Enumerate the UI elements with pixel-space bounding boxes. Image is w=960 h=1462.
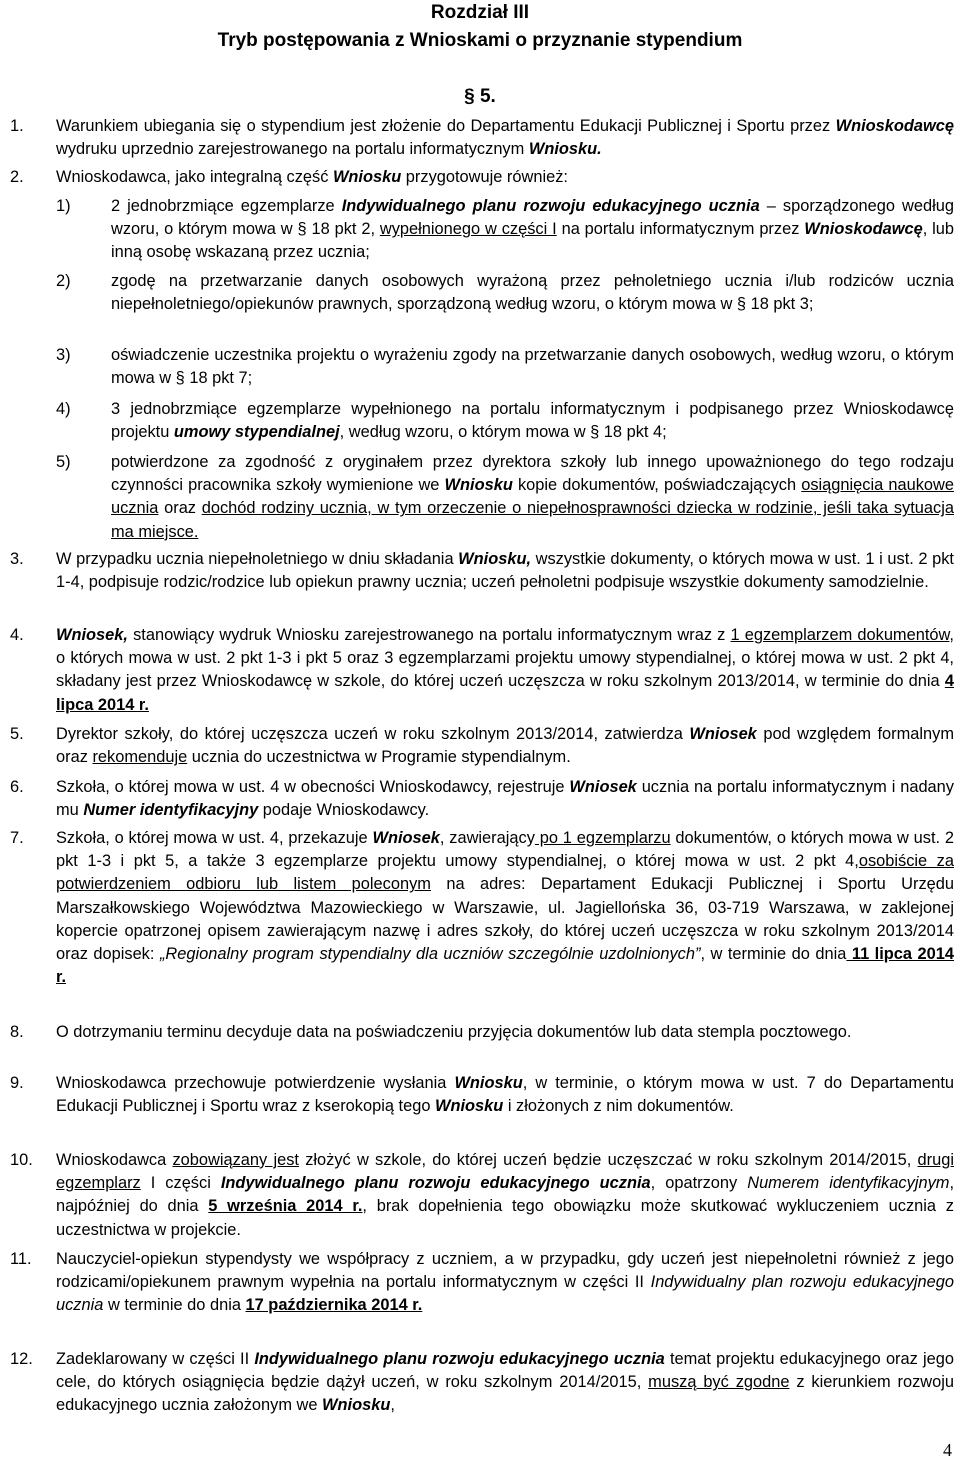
text-run: Numer identyfikacyjny [83, 801, 259, 820]
item-number: 6. [10, 778, 24, 796]
text-run: podaje Wnioskodawcy. [258, 801, 430, 820]
text-run: , brak dopełnienia tego obowiązku może skutkować wykluczeniem ucznia z uczestnictwa w projekcie. [56, 1197, 954, 1239]
text-run: zgodę na przetwarzanie danych osobowych wyrażoną przez pełnoletniego ucznia i/lub rodziców ucznia niepełnoletniego/opiekunów prawnych, sporządzoną według wzoru, o którym mowa w § 18 pkt 3; [111, 272, 954, 314]
text-run: , opatrzony [650, 1174, 748, 1193]
text-run: „Regionalny program stypendialny dla uczniów szczególnie uzdolnionych” [159, 945, 701, 964]
chapter-title: Tryb postępowania z Wnioskami o przyznanie stypendium [217, 30, 743, 51]
text-run: potwierdzone za zgodność z oryginałem przez dyrektora szkoły lub innego upoważnionego do tego rodzaju czynności pracownika szkoły wymienione we [111, 453, 954, 495]
text-run: 17 października 2014 r. [245, 1296, 423, 1315]
text-run: , zawierający [439, 829, 535, 847]
item-text [56, 115, 954, 161]
text-run: W przypadku ucznia niepełnoletniego w dniu składania [56, 550, 459, 568]
item-number: 11. [10, 1250, 32, 1268]
item-text [56, 1348, 954, 1418]
subitem-text [111, 195, 954, 265]
text-run: Wniosku. [528, 140, 602, 159]
text-run: przygotowuje również: [401, 168, 568, 186]
subitem-number: 2) [56, 272, 71, 290]
text-run: ucznia na portalu informatycznym i nadany mu [56, 778, 954, 820]
chapter-heading: Rozdział III [430, 2, 530, 23]
text-run: , najpóźniej do dnia [56, 1174, 954, 1216]
item-text [56, 1021, 954, 1044]
item-number: 2. [10, 168, 24, 186]
paragraph-sign: § 5. [464, 86, 496, 107]
text-run: 5 września 2014 r. [208, 1197, 363, 1216]
text-run: Wniosku [435, 1097, 504, 1116]
text-run: Szkoła, o której mowa w ust. 4, przekazuje [56, 829, 373, 847]
item-number: 10. [10, 1151, 33, 1169]
text-run: Wniosek [372, 829, 440, 847]
text-run: rekomenduje [92, 748, 188, 767]
text-run: , w terminie, o którym mowa w ust. 7 do Departamentu Edukacji Publicznej i Sportu wraz z kserokopią tego [56, 1074, 954, 1116]
page-number: 4 [943, 1440, 952, 1460]
item-number: 8. [10, 1023, 24, 1041]
text-run: na portalu informatycznym przez [556, 220, 805, 239]
item-number: 12. [10, 1350, 33, 1368]
text-run: ucznia do uczestnictwa w Programie stypendialnym. [187, 748, 571, 767]
item-text [56, 1248, 954, 1318]
text-run: Warunkiem ubiegania się o stypendium jest złożenie do Departamentu Edukacji Publicznej i Sportu przez [56, 117, 836, 135]
item-text [56, 776, 954, 822]
subitem-text [111, 344, 954, 390]
text-run: złożyć w szkole, do której uczeń będzie uczęszczać w roku szkolnym 2014/2015, [298, 1151, 918, 1169]
text-run: Wniosek, [56, 626, 128, 644]
text-run: Wniosek [569, 778, 637, 796]
text-run: dochód rodziny ucznia, w tym orzeczenie o niepełnosprawności dziecka w rodzinie, jeśli taka sytuacja ma miejsce. [111, 499, 954, 541]
text-run: Wnioskodawca, jako integralną część [56, 168, 333, 186]
text-run: i złożonych z nim dokumentów. [503, 1097, 734, 1116]
text-run: wypełnionego w części I [379, 220, 557, 239]
item-text [56, 1149, 954, 1242]
text-run: Nauczyciel-opiekun stypendysty we współpracy z uczniem, a w przypadku, gdy uczeń jest niepełnoletni również z jego rodzicami/opiekunem prawnym wypełnia na portalu informatycznym w części II [56, 1250, 954, 1292]
text-run: Wnioskodawca przechowuje potwierdzenie wysłania [56, 1074, 455, 1092]
text-run: , o których mowa w ust. 2 pkt 1-3 i pkt 5 oraz 3 egzemplarzami projektu umowy stypendialnej, o której mowa w ust. 2 pkt 4, składany jest przez Wnioskodawcę w szkole, do której uczeń uczęszcza w roku szkolnym 2013/2014, w terminie do dnia [56, 626, 954, 691]
text-run: 4 lipca 2014 r. [56, 672, 954, 714]
text-run: temat projektu edukacyjnego oraz jego cele, do których osiągnięcia będzie dążył uczeń, w roku szkolnym 2014/2015, [56, 1350, 954, 1392]
text-run: Wniosku [322, 1396, 391, 1415]
subitem-number: 3) [56, 346, 71, 364]
text-run: osiągnięcia naukowe ucznia [111, 476, 954, 518]
subitem-number: 5) [56, 453, 71, 471]
text-run: Wnioskodawcę [835, 117, 954, 135]
item-text [56, 624, 954, 717]
text-run: w terminie do dnia [103, 1296, 246, 1315]
item-number: 9. [10, 1074, 24, 1092]
text-run: , w terminie do dnia [700, 945, 847, 964]
text-run: zobowiązany jest [172, 1151, 299, 1169]
text-run: Wniosku [444, 476, 513, 495]
subitem-number: 1) [56, 197, 71, 215]
item-text [56, 1072, 954, 1118]
text-run: 1 egzemplarzem dokumentów [730, 626, 950, 644]
text-run: I części [140, 1174, 221, 1193]
text-run: Indywidualnego planu rozwoju edukacyjnego ucznia [220, 1174, 651, 1193]
text-run: Dyrektor szkoły, do której uczęszcza uczeń w roku szkolnym 2013/2014, zatwierdza [56, 725, 690, 743]
text-run: Zadeklarowany w części II [56, 1350, 255, 1368]
text-run: Indywidualnego planu rozwoju edukacyjnego ucznia [254, 1350, 665, 1368]
item-number: 1. [10, 117, 24, 135]
text-run: muszą być zgodne [648, 1373, 790, 1392]
text-run: wydruku uprzednio zarejestrowanego na portalu informatycznym [56, 140, 529, 159]
text-run: Indywidualny plan rozwoju edukacyjnego ucznia [56, 1273, 954, 1315]
text-run: Szkoła, o której mowa w ust. 4 w obecności Wnioskodawcy, rejestruje [56, 778, 570, 796]
text-run: oraz [158, 499, 202, 518]
item-text [56, 548, 954, 594]
text-run: kopie dokumentów, poświadczających [512, 476, 802, 495]
text-run: drugi egzemplarz [56, 1151, 954, 1193]
subitem-text [111, 451, 954, 544]
text-run: Indywidualnego planu rozwoju edukacyjnego ucznia [341, 197, 760, 215]
text-run: Wniosku [454, 1074, 523, 1092]
text-run: stanowiący wydruk Wniosku zarejestrowanego na portalu informatycznym wraz z [127, 626, 731, 644]
text-run: na adres: Departament Edukacji Publicznej i Sportu Urzędu Marszałkowskiego Województwa Mazowieckiego w Warszawie, ul. Jagiellońska 36, 03-719 Warszawa, w zaklejonej kopercie opatrzonej opisem zawierającym nazwę i adres szkoły, do której uczeń uczęszcza w roku szkolnym 2013/2014 oraz dopisek: [56, 875, 954, 964]
text-run: Numerem identyfikacyjnym [747, 1174, 950, 1193]
text-run: umowy stypendialnej [173, 423, 340, 442]
text-run: O dotrzymaniu terminu decyduje data na poświadczeniu przyjęcia dokumentów lub data stempla pocztowego. [56, 1023, 852, 1041]
text-run: , lub inną osobę wskazaną przez ucznia; [111, 220, 954, 262]
text-run: Wnioskodawcę [804, 220, 923, 239]
subitem-number: 4) [56, 400, 71, 418]
text-run: wszystkie dokumenty, o których mowa w ust. 1 i ust. 2 pkt 1-4, podpisuje rodzic/rodzice lub opiekun prawny ucznia; uczeń pełnoletni podpisuje wszystkie dokumenty samodzielnie. [56, 550, 954, 592]
text-run: Wnioskodawca [56, 1151, 173, 1169]
text-run: – sporządzonego według wzoru, o którym mowa w § 18 pkt 2, [111, 197, 954, 239]
text-run: dokumentów, o których mowa w ust. 2 pkt 1-3 i pkt 5, a także 3 egzemplarze projektu umowy stypendialnej, o której mowa w ust. 2 pkt 4, [56, 829, 954, 871]
subitem-text [111, 398, 954, 444]
item-number: 3. [10, 550, 24, 568]
text-run: po 1 egzemplarzu [534, 829, 671, 847]
text-run: Wniosek [689, 725, 757, 743]
item-text [56, 166, 954, 189]
item-text [56, 827, 954, 989]
item-number: 7. [10, 829, 24, 847]
text-run: oświadczenie uczestnika projektu o wyrażeniu zgody na przetwarzanie danych osobowych, według wzoru, o którym mowa w § 18 pkt 7; [111, 346, 954, 388]
text-run: 2 jednobrzmiące egzemplarze [111, 197, 342, 215]
text-run: , według wzoru, o którym mowa w § 18 pkt 4; [339, 423, 667, 442]
item-number: 4. [10, 626, 24, 644]
text-run: z kierunkiem rozwoju edukacyjnego ucznia założonym we [56, 1373, 954, 1415]
text-run: 11 lipca 2014 r. [56, 945, 955, 987]
text-run: osobiście za potwierdzeniem odbioru lub listem poleconym [56, 852, 954, 894]
text-run: pod względem formalnym oraz [56, 725, 954, 767]
text-run: , [390, 1396, 395, 1415]
item-number: 5. [10, 725, 24, 743]
text-run: Wniosku, [458, 550, 532, 568]
subitem-text [111, 270, 954, 316]
text-run: Wniosku [332, 168, 402, 186]
item-text [56, 723, 954, 769]
text-run: 3 jednobrzmiące egzemplarze wypełnionego na portalu informatycznym i podpisanego przez Wnioskodawcę projektu [111, 400, 954, 442]
